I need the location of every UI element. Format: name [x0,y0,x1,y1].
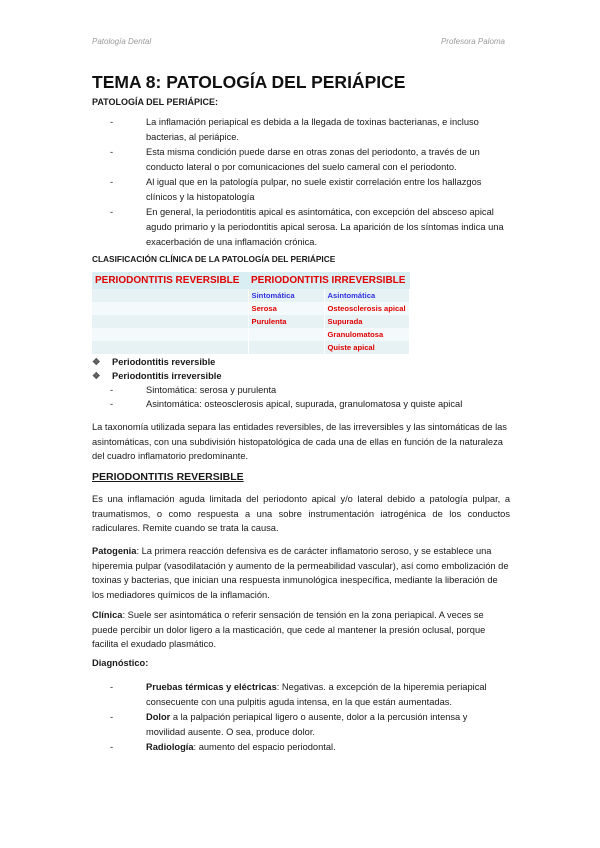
intro-list [110,115,510,250]
table-row: Quiste apical [92,341,410,354]
list-item: - La inflamación periapical es debida a la llegada de toxinas bacterianas, e incluso bacterias, al periápice. [110,115,510,145]
list-item: - Pruebas térmicas y eléctricas: Negativas. a excepción de la hiperemia periapical consecuente con una pulpitis aguda intensa, en la que están aumentadas. [110,680,500,710]
list-item: - En general, la periodontitis apical es asintomática, con excepción del absceso apical agudo primario y la periodontitis apical serosa. La aparición de los síntomas indica una exacerbación de una inflamación crónica. [110,205,510,250]
classification-heading: CLASIFICACIÓN CLÍNICA DE LA PATOLOGÍA DEL PERIÁPICE [92,254,336,264]
patogenia-paragraph: Patogenia: La primera reacción defensiva es de carácter inflamatorio seroso, y se establece una hiperemia pulpar (vasodilatación y aumento de la permeabilidad vascular), así como embolización de toxinas y bacterias, que inician una respuesta inmunológica inespecífica, mediante la liberación de los mediadores químicos de la inflamación. [92,546,509,600]
header-right: Profesora Paloma [440,37,505,46]
table-row: Purulenta Supurada [92,315,410,328]
list-item: - Al igual que en la patología pulpar, no suele existir correlación entre los hallazgos clínicos y la histopatología [110,175,510,205]
col-reversible: PERIODONTITIS REVERSIBLE [92,272,248,289]
diagnostico-label: Diagnóstico: [92,658,149,668]
col-irreversible: PERIODONTITIS IRREVERSIBLE [248,272,410,289]
table-row: Sintomática Asintomática [92,289,410,302]
page-title: TEMA 8: PATOLOGÍA DEL PERIÁPICE [92,72,406,92]
table-row: Serosa Osteosclerosis apical [92,302,410,315]
list-item: - Dolor a la palpación periapical ligero o ausente, dolor a la percusión intensa y movilidad ausente. O sea, produce dolor. [110,710,500,740]
section-title: PERIODONTITIS REVERSIBLE [92,471,244,483]
clinica-paragraph: Clínica: Suele ser asintomática o referir sensación de tensión en la zona periapical. A veces se puede percibir un dolor ligero a la masticación, que cede al mantener la presión oclusal, porque facilita el exudado plasmático. [92,610,486,649]
diagnostico-list [110,680,500,755]
subtitle: PATOLOGÍA DEL PERIÁPICE: [92,97,219,107]
classification-table [92,272,410,354]
list-item: - Esta misma condición puede darse en otras zonas del periodonto, a través de un conducto lateral o por comunicaciones del suelo cameral con el periodonto. [110,145,510,175]
list-item: - Radiología: aumento del espacio periodontal. [110,740,500,755]
taxonomy-paragraph: La taxonomía utilizada separa las entidades reversibles, de las irreversibles y las sintomáticas de las asintomáticas, con una subdivisión histopatológica de cada una de ellas en función de la naturaleza del cuadro inflamatorio predominante. [92,422,507,461]
diamond-bullet-icon: ❖ [92,357,101,367]
section-intro: Es una inflamación aguda limitada del periodonto apical y/o lateral debido a patología pulpar, a traumatismos, o como respuesta a una sobre instrumentación iatrogénica de los conductos radiculares. Remite cuando se trata la causa. [92,494,510,533]
list-item: - Asintomática: osteosclerosis apical, supurada, granulomatosa y quiste apical [110,397,512,411]
header-left: Patología Dental [92,37,152,46]
table-row: Granulomatosa [92,328,410,341]
list-item: - Sintomática: serosa y purulenta [110,383,512,397]
summary: ❖ Periodontitis reversible ❖ Periodontitis irreversible - Sintomática: serosa y purulenta - Asintomática: osteosclerosis apical, supurada, granulomatosa y quiste apical [92,355,512,411]
diamond-bullet-icon: ❖ [92,371,101,381]
